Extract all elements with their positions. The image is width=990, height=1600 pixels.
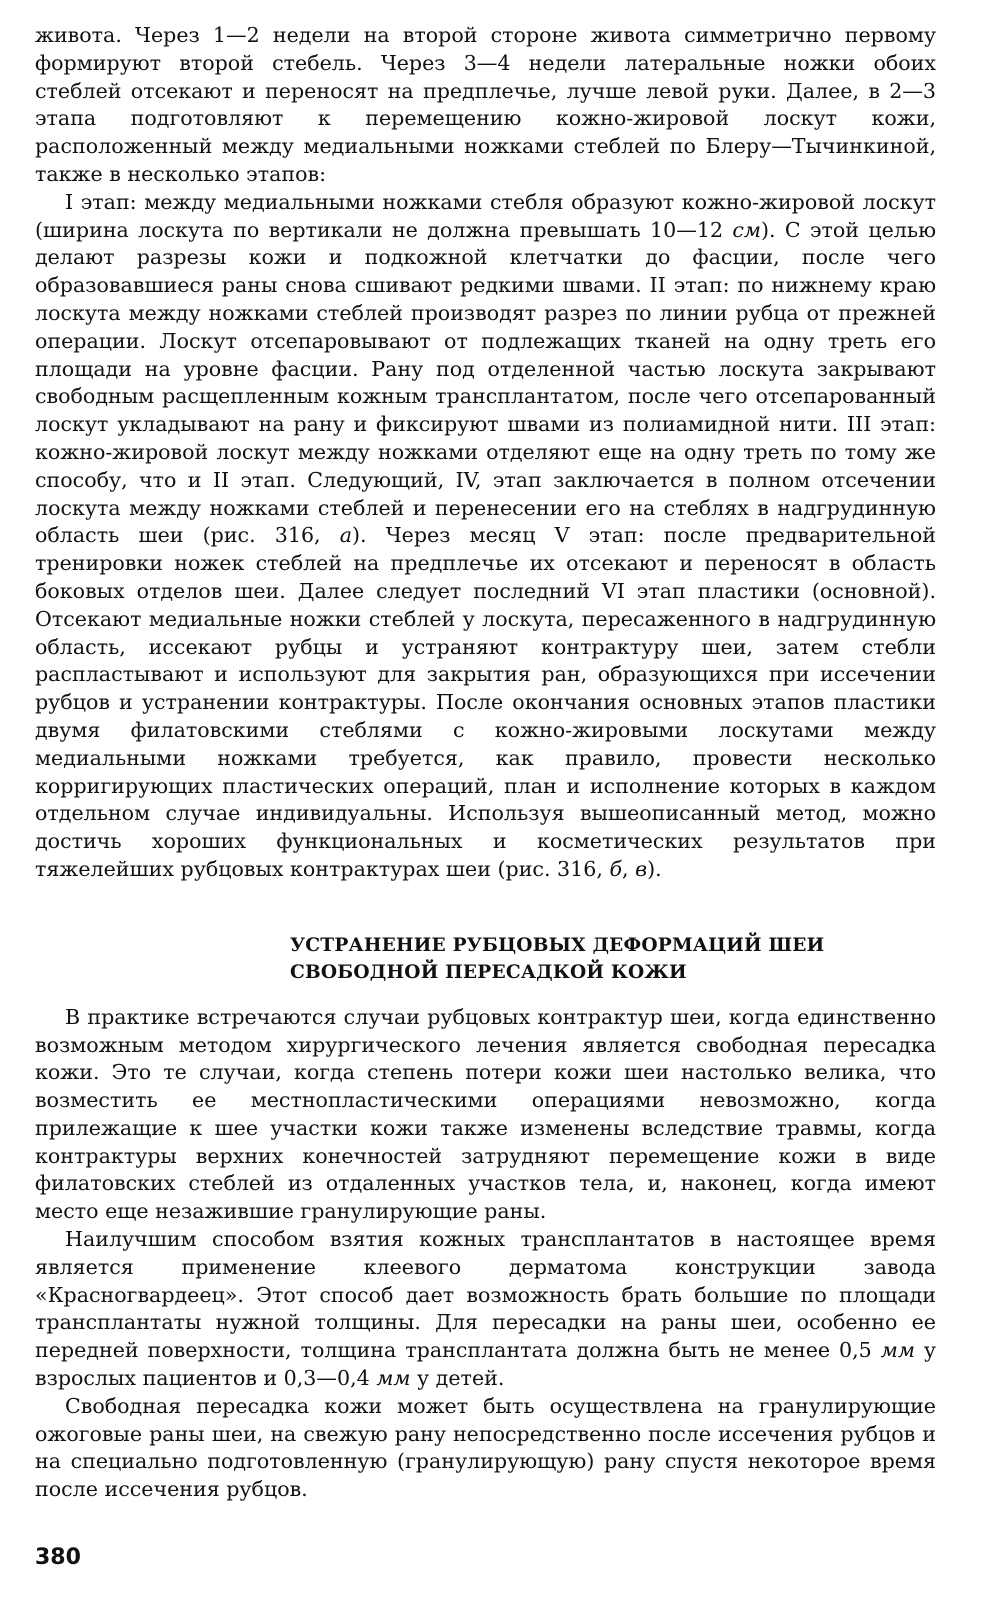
unit-text: мм <box>376 1366 411 1391</box>
paragraph-text: В практике встречаются случаи рубцовых контрактур шеи, когда единственно возможным методом хирургического лечения является свободная пересадка кожи. Это те случаи, когда степень потери кожи шеи настолько велика, что возместить ее местнопластическими операциями невозможно, когда прилежащие к шее участки кожи также изменены вследствие травмы, когда контрактуры верхних конечностей затрудняют перемещение кожи в виде филатовских стеблей из отдаленных участков тела, и, наконец, когда имеют место еще незажившие гранулирующие раны. <box>35 1004 936 1224</box>
unit-text: в <box>635 856 648 881</box>
body-text-bottom <box>35 1004 936 1504</box>
unit-text: а <box>339 523 353 548</box>
paragraph-text: , <box>622 856 636 881</box>
paragraph-text: I этап: между медиальными ножками стебля образуют кожно-жировой лоскут (ширина лоскута по вертикали не должна превышать 10—12 <box>35 189 936 242</box>
paragraph-text: ). Через месяц V этап: после предварительной тренировки ножек стеблей на предплечье их отсекают и переносят в область боковых отделов шеи. Далее следует последний VI этап пластики (основной). Отсекают медиальные ножки стеблей у лоскута, пересаженного в надгрудинную область, иссекают рубцы и устраняют контрактуру шеи, затем стебли распластывают и используют для закрытия ран, образующихся при иссечении рубцов и устранении контрактуры. После окончания основных этапов пластики двумя филатовскими стеблями с кожно-жировыми лоскутами между медиальными ножками требуется, как правило, провести несколько корригирующих пластических операций, план и исполнение которых в каждом отдельном случае индивидуальны. Используя вышеописанный метод, можно достичь хороших функциональных и косметических результатов при тяжелейших рубцовых контрактурах шеи (рис. 316, <box>35 523 936 881</box>
paragraph-text: Наилучшим способом взятия кожных трансплантатов в настоящее время является применение клеевого дерматома конструкции завода «Красногвардеец». Этот способ дает возможность брать большие по площади трансплантаты нужной толщины. Для пересадки на раны шеи, особенно ее передней поверхности, толщина трансплантата должна быть не менее 0,5 <box>35 1227 936 1363</box>
paragraph-text: у взрослых пациентов и 0,3—0,4 <box>35 1338 936 1391</box>
section-heading-line-1: УСТРАНЕНИЕ РУБЦОВЫХ ДЕФОРМАЦИЙ ШЕИ <box>290 934 825 956</box>
paragraph-text: ). <box>647 856 662 881</box>
paragraph-p1 <box>35 22 936 189</box>
paragraph-p2 <box>35 189 936 884</box>
paragraph-text: Свободная пересадка кожи может быть осуществлена на гранулирующие ожоговые раны шеи, на свежую рану непосредственно после иссечения рубцов и на специально подготовленную (гранулирующую) рану спустя некоторое время после иссечения рубцов. <box>35 1393 936 1502</box>
paragraph-text: у детей. <box>410 1366 505 1391</box>
unit-text: мм <box>880 1338 915 1363</box>
unit-text: см <box>732 217 761 242</box>
paragraph-p3 <box>35 1004 936 1226</box>
paragraph-text: ). С этой целью делают разрезы кожи и подкожной клетчатки до фасции, после чего образовавшиеся раны снова сшивают редкими швами. II этап: по нижнему краю лоскута между ножками стеблей производят разрез по линии рубца от прежней операции. Лоскут отсепаровывают от подлежащих тканей на одну треть его площади на уровне фасции. Рану под отделенной частью лоскута закрывают свободным расщепленным кожным трансплантатом, после чего отсепарованный лоскут укладывают на рану и фиксируют швами из полиамидной нити. III этап: кожно-жировой лоскут между ножками отделяют еще на одну треть по тому же способу, что и II этап. Следующий, IV, этап заключается в полном отсечении лоскута между ножками стеблей и перенесении его на стеблях в надгрудинную область шеи (рис. 316, <box>35 217 936 548</box>
page-number: 380 <box>35 1545 81 1570</box>
unit-text: б <box>609 856 623 881</box>
section-heading <box>35 932 936 986</box>
paragraph-p5 <box>35 1393 936 1504</box>
paragraph-text: живота. Через 1—2 недели на второй стороне живота симметрично первому формируют второй стебель. Через 3—4 недели латеральные ножки обоих стеблей отсекают и переносят на предплечье, лучше левой руки. Далее, в 2—3 этапа подготовляют к перемещению кожно-жировой лоскут кожи, расположенный между медиальными ножками стеблей по Блеру—Тычинкиной, также в несколько этапов: <box>35 23 936 186</box>
section-heading-line-2: СВОБОДНОЙ ПЕРЕСАДКОЙ КОЖИ <box>290 961 687 983</box>
paragraph-p4 <box>35 1226 936 1393</box>
body-text-top <box>35 22 936 884</box>
